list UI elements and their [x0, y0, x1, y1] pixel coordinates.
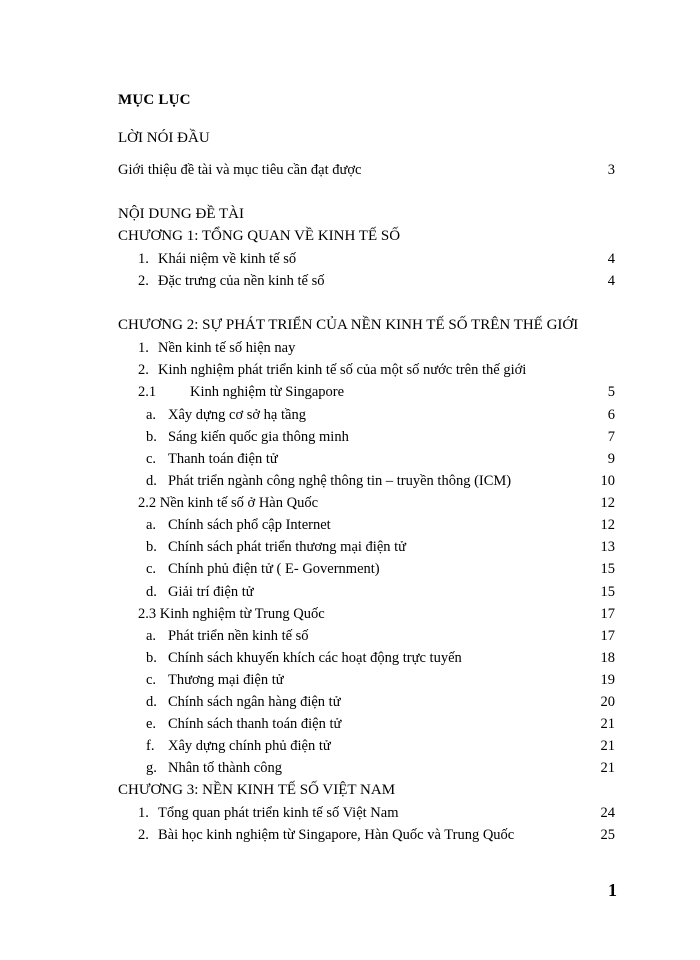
subentry-page: 21 [600, 716, 615, 732]
subentry-label: Phát triển ngành công nghệ thông tin – truyền thông (ICM) [168, 473, 512, 489]
entry-label: Khái niệm về kinh tế số [158, 251, 297, 267]
entry-page: 4 [607, 273, 615, 289]
subentry-label: Chính sách phổ cập Internet [168, 517, 331, 533]
toc-section-2-2 [0, 493, 700, 513]
subentry-label: Chính sách ngân hàng điện tử [168, 694, 341, 710]
subentry-label: Phát triển nền kinh tế số [168, 628, 309, 644]
subentry-marker: f. [146, 738, 155, 754]
entry-marker: 2. [138, 362, 149, 378]
entry-page: 24 [600, 805, 615, 821]
subentry-page: 15 [600, 561, 615, 577]
subentry-page: 9 [607, 451, 615, 467]
entry-label: Kinh nghiệm phát triển kinh tế số của một số nước trên thế giới [158, 362, 527, 378]
entry-label: Giới thiệu đề tài và mục tiêu cần đạt được [118, 162, 362, 178]
entry-page: 3 [607, 162, 615, 178]
toc-subentry [0, 471, 700, 491]
subentry-marker: b. [146, 429, 157, 445]
entry-marker: 2. [138, 827, 149, 843]
subentry-marker: c. [146, 561, 157, 577]
toc-preface [0, 128, 700, 148]
subentry-marker: c. [146, 672, 157, 688]
toc-entry [0, 803, 700, 823]
entry-label: Bài học kinh nghiệm từ Singapore, Hàn Quốc và Trung Quốc [158, 827, 515, 843]
section-page: 12 [600, 495, 615, 511]
subentry-label: Chính sách thanh toán điện tử [168, 716, 342, 732]
subentry-page: 6 [607, 407, 615, 423]
subentry-marker: d. [146, 473, 157, 489]
chapter-title: CHƯƠNG 1: TỔNG QUAN VỀ KINH TẾ SỐ [118, 228, 401, 244]
entry-label: Đặc trưng của nền kinh tế số [158, 273, 325, 289]
toc-entry [0, 338, 700, 358]
toc-subentry [0, 670, 700, 690]
subentry-label: Xây dựng chính phủ điện tử [168, 738, 331, 754]
subentry-label: Giải trí điện tử [168, 584, 254, 600]
subentry-marker: e. [146, 716, 157, 732]
section-page: 5 [607, 384, 615, 400]
subentry-label: Chính sách khuyến khích các hoạt động trực tuyến [168, 650, 462, 666]
subentry-page: 18 [600, 650, 615, 666]
chapter-title: CHƯƠNG 2: SỰ PHÁT TRIỂN CỦA NỀN KINH TẾ SỐ TRÊN THẾ GIỚI [118, 317, 579, 333]
toc-subentry [0, 515, 700, 535]
toc-subentry [0, 582, 700, 602]
subentry-label: Chính sách phát triển thương mại điện tử [168, 539, 407, 555]
toc-content-heading [0, 204, 700, 224]
section-label: 2.2 Nền kinh tế số ở Hàn Quốc [138, 495, 319, 511]
toc-chapter-2 [0, 315, 700, 335]
subentry-page: 20 [600, 694, 615, 710]
toc-entry [0, 271, 700, 291]
section-marker: 2.1 [138, 384, 157, 400]
section-label: 2.3 Kinh nghiệm từ Trung Quốc [138, 606, 325, 622]
toc-chapter-3 [0, 780, 700, 800]
toc-subentry [0, 449, 700, 469]
subentry-marker: b. [146, 539, 157, 555]
section-page: 17 [600, 606, 615, 622]
subentry-page: 13 [600, 539, 615, 555]
toc-chapter-1 [0, 226, 700, 246]
toc-entry [0, 360, 700, 380]
subentry-label: Chính phủ điện tử ( E- Government) [168, 561, 380, 577]
subentry-marker: d. [146, 584, 157, 600]
toc-subentry [0, 736, 700, 756]
toc-heading: MỤC LỤC [118, 92, 191, 108]
subentry-page: 21 [600, 738, 615, 754]
toc-section-2-3 [0, 604, 700, 624]
subentry-label: Thương mại điện tử [168, 672, 284, 688]
entry-label: Nền kinh tế số hiện nay [158, 340, 296, 356]
subentry-page: 21 [600, 760, 615, 776]
subentry-marker: a. [146, 628, 157, 644]
subentry-page: 10 [600, 473, 615, 489]
toc-subentry [0, 405, 700, 425]
subentry-page: 15 [600, 584, 615, 600]
toc-subentry [0, 537, 700, 557]
subentry-marker: c. [146, 451, 157, 467]
chapter-title: CHƯƠNG 3: NỀN KINH TẾ SỐ VIỆT NAM [118, 782, 396, 798]
entry-page: 25 [600, 827, 615, 843]
entry-marker: 1. [138, 805, 149, 821]
entry-marker: 2. [138, 273, 149, 289]
toc-subentry [0, 714, 700, 734]
preface-label: LỜI NÓI ĐẦU [118, 130, 210, 146]
subentry-page: 12 [600, 517, 615, 533]
toc-section-2-1 [0, 382, 700, 402]
entry-marker: 1. [138, 251, 149, 267]
subentry-page: 19 [600, 672, 615, 688]
entry-page: 4 [607, 251, 615, 267]
entry-label: Tổng quan phát triển kinh tế số Việt Nam [158, 805, 399, 821]
subentry-marker: a. [146, 517, 157, 533]
toc-subentry [0, 626, 700, 646]
toc-entry-intro [0, 160, 700, 180]
subentry-marker: b. [146, 650, 157, 666]
toc-entry [0, 249, 700, 269]
subentry-label: Sáng kiến quốc gia thông minh [168, 429, 349, 445]
toc-subentry [0, 427, 700, 447]
subentry-marker: d. [146, 694, 157, 710]
toc-subentry [0, 692, 700, 712]
subentry-page: 17 [600, 628, 615, 644]
subentry-label: Thanh toán điện tử [168, 451, 278, 467]
subentry-marker: a. [146, 407, 157, 423]
section-label: Kinh nghiệm từ Singapore [190, 384, 345, 400]
content-heading-label: NỘI DUNG ĐỀ TÀI [118, 206, 244, 222]
toc-subentry [0, 648, 700, 668]
toc-subentry [0, 758, 700, 778]
page-number: 1 [608, 880, 617, 900]
subentry-label: Nhân tố thành công [168, 760, 282, 776]
subentry-page: 7 [607, 429, 615, 445]
entry-marker: 1. [138, 340, 149, 356]
toc-entry [0, 825, 700, 845]
subentry-marker: g. [146, 760, 157, 776]
toc-subentry [0, 559, 700, 579]
subentry-label: Xây dựng cơ sở hạ tầng [168, 407, 306, 423]
